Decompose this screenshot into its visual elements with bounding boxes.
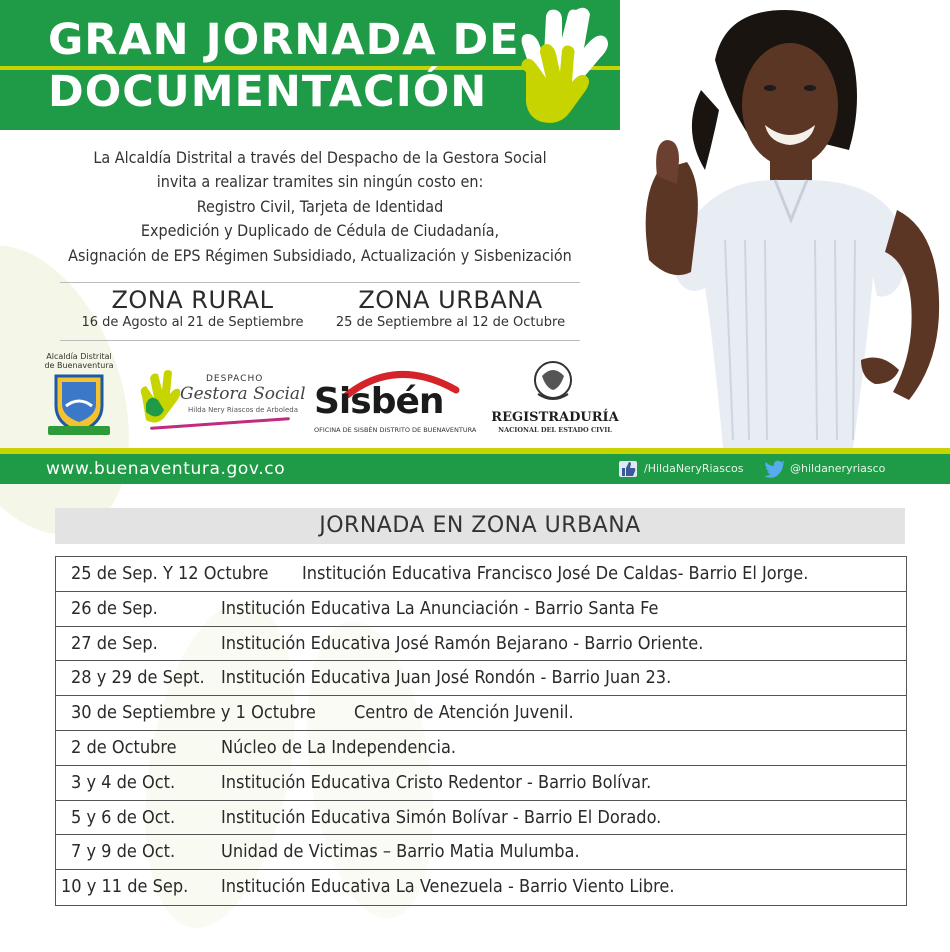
table-row [56,801,906,836]
row-date: 3 y 4 de Oct. [71,771,176,793]
row-date: 2 de Octubre [71,736,177,758]
row-date: 28 y 29 de Sept. [71,667,205,689]
facebook-handle[interactable]: /HildaNeryRiascos [644,462,744,475]
row-place: Institución Educativa La Anunciación - Barrio Santa Fe [221,597,659,619]
table-row [56,766,906,801]
website-link[interactable]: www.buenaventura.gov.co [46,459,286,479]
intro-text [20,146,620,268]
zone-rural-dates: 16 de Agosto al 21 de Septiembre [81,315,304,330]
divider [60,282,580,283]
row-date: 30 de Septiembre y 1 Octubre [71,702,316,724]
row-date: 25 de Sep. Y 12 Octubre [71,563,269,584]
intro-line: invita a realizar tramites sin ningún costo en: [156,172,484,192]
table-row [56,731,906,766]
intro-line: Expedición y Duplicado de Cédula de Ciudadanía, [140,221,500,241]
schedule-title: JORNADA EN ZONA URBANA [55,508,905,544]
row-place: Centro de Atención Juvenil. [354,702,574,724]
registraduria-logo [490,358,620,438]
table-row [56,592,906,627]
gestora-name: Gestora Social [180,384,306,404]
row-place: Institución Educativa José Ramón Bejarano - Barrio Oriente. [221,632,704,654]
gestora-top: DESPACHO [206,374,264,384]
zone-rural [70,286,315,332]
twitter-icon [764,460,786,478]
zone-urbana-title: ZONA URBANA [358,286,543,314]
page-title [48,14,520,118]
row-place: Institución Educativa Cristo Redentor - Barrio Bolívar. [221,771,652,793]
row-date: 26 de Sep. [71,597,158,619]
footer-strip [0,454,950,484]
sisben-logo [312,368,480,436]
table-row [56,835,906,870]
intro-line: Asignación de EPS Régimen Subsidiado, Actualización y Sisbenización [68,245,572,265]
table-row [56,696,906,731]
table-row [56,557,906,592]
zone-rural-title: ZONA RURAL [111,286,274,314]
zone-urbana [318,286,583,332]
table-row [56,627,906,662]
woman-thumbs-up-photo [615,0,950,448]
seal-icon [528,358,578,406]
coat-of-arms-icon [44,372,114,438]
row-place: Institución Educativa Simón Bolívar - Barrio El Dorado. [221,806,662,828]
registraduria-line-2: NACIONAL DEL ESTADO CIVIL [498,426,612,434]
alcaldia-logo [40,352,118,438]
intro-line: La Alcaldía Distrital a través del Despacho de la Gestora Social [93,148,547,167]
title-line-1: GRAN JORNADA DE [48,15,520,65]
row-place: Unidad de Victimas – Barrio Matia Mulumba. [221,841,580,863]
table-row [56,870,906,905]
hands-small-icon [136,370,180,426]
row-date: 27 de Sep. [71,632,158,654]
divider [60,340,580,341]
zone-urbana-dates: 25 de Septiembre al 12 de Octubre [335,315,566,330]
gestora-sub: Hilda Nery Riascos de Arboleda [188,406,299,414]
sisben-name: Sisbén [314,381,444,422]
row-place: Núcleo de La Independencia. [221,736,457,758]
row-date: 7 y 9 de Oct. [71,841,176,863]
alcaldia-line-1: Alcaldía Distrital [46,352,112,361]
row-place: Institución Educativa Juan José Rondón - Barrio Juan 23. [221,667,672,689]
gestora-social-logo [136,370,306,440]
row-place: Institución Educativa Francisco José De Caldas- Barrio El Jorge. [302,563,809,584]
title-line-2: DOCUMENTACIÓN [48,67,488,117]
row-date: 10 y 11 de Sep. [61,876,189,898]
facebook-like-icon [619,461,637,477]
table-row [56,661,906,696]
title-banner [0,0,620,130]
row-date: 5 y 6 de Oct. [71,806,176,828]
schedule-table [55,556,907,906]
hands-logo-icon [506,2,616,128]
alcaldia-line-2: de Buenaventura [44,361,114,370]
row-place: Institución Educativa La Venezuela - Barrio Viento Libre. [221,876,675,898]
twitter-handle[interactable]: @hildaneryriasco [790,462,886,475]
sisben-sub: OFICINA DE SISBÉN DISTRITO DE BUENAVENTURA [314,426,477,434]
intro-line: Registro Civil, Tarjeta de Identidad [196,196,444,216]
registraduria-line-1: REGISTRADURÍA [491,410,619,425]
